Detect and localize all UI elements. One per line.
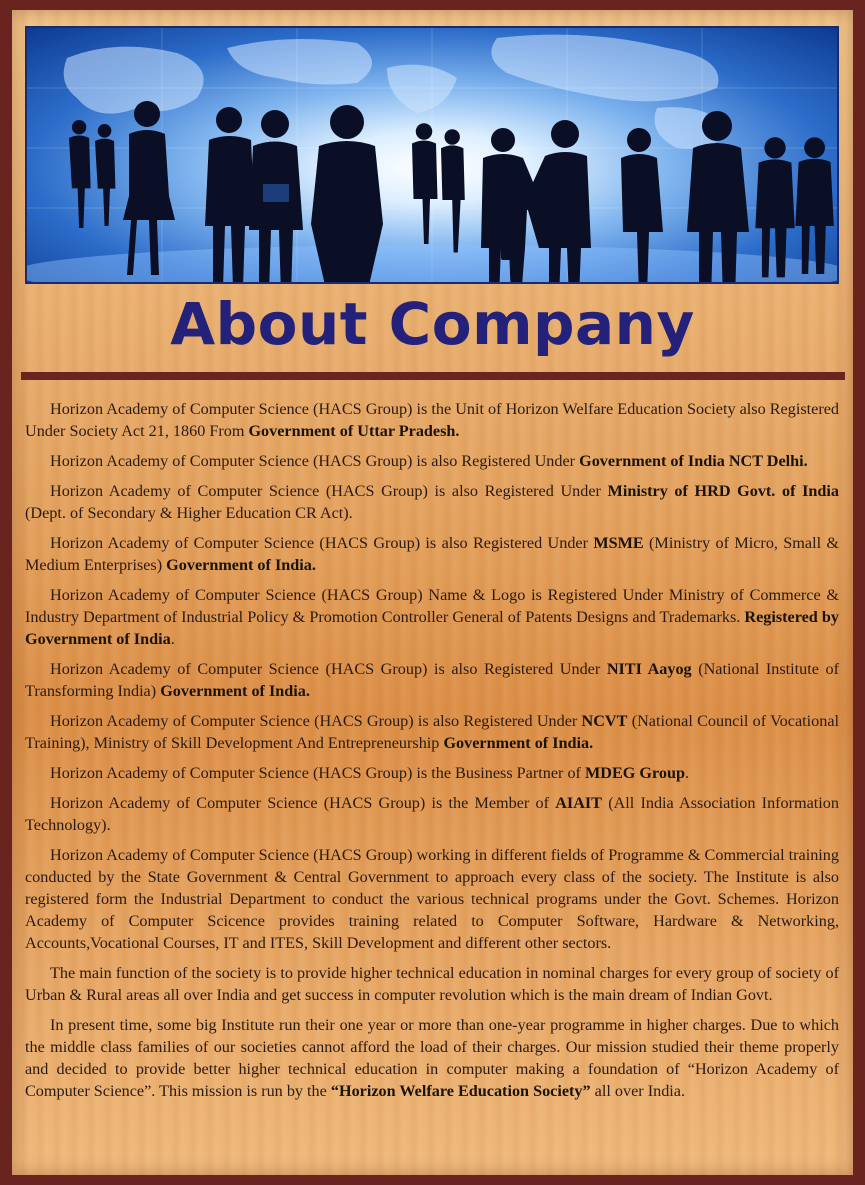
paragraph: Horizon Academy of Computer Science (HACS Group) is also Registered Under MSME (Ministry of Micro, Small & Medium Enterprises) Government of India. — [25, 534, 840, 574]
paragraph: Horizon Academy of Computer Science (HACS Group) Name & Logo is Registered Under Ministry of Commerce & Industry Department of Industrial Policy & Promotion Controller General of Patents Designs and Trademarks. Registered by Government of India. — [25, 586, 839, 648]
divider — [21, 372, 845, 380]
paragraph: Horizon Academy of Computer Science (HACS Group) working in different fields of Programme & Commercial training conducted by the State Government & Central Government to approach every class of the society. The Institute is also registered form the Industrial Department to conduct the various technical programs under the Govt. Schemes. Horizon Academy of Computer Scicence provides training related to Computer Software, Hardware & Networking, Accounts,Vocational Courses, IT and ITES, Skill Development and different other sectors. — [25, 846, 839, 952]
paragraph: The main function of the society is to provide higher technical education in nominal charges for every group of society of Urban & Rural areas all over India and get success in computer revolution which is the main dream of Indian Govt. — [25, 964, 839, 1004]
paragraph: Horizon Academy of Computer Science (HACS Group) is also Registered Under NITI Aayog (National Institute of Transforming India) Government of India. — [25, 660, 839, 700]
banner-image — [25, 26, 839, 284]
page-title: About Company — [170, 290, 695, 358]
paragraph: In present time, some big Institute run their one year or more than one-year programme in higher charges. Due to which the middle class families of our societies cannot afford the load of their charges. Our mission studied their theme properly and decided to provide better higher technical education in computer making a foundation of “Horizon Academy of Computer Science”. This mission is run by the “Horizon Welfare Education Society” all over India. — [25, 1016, 839, 1100]
wood-board — [12, 10, 853, 1175]
about-text — [25, 398, 839, 1110]
paragraph: Horizon Academy of Computer Science (HACS Group) is also Registered Under Ministry of HRD Govt. of India (Dept. of Secondary & Higher Education CR Act). — [25, 482, 839, 522]
paragraph: Horizon Academy of Computer Science (HACS Group) is the Member of AIAIT (All India Association Information Technology). — [25, 794, 839, 834]
paragraph: Horizon Academy of Computer Science (HACS Group) is also Registered Under Government of India NCT Delhi. — [50, 452, 808, 470]
business-people-silhouette-icon — [27, 28, 837, 282]
paragraph: Horizon Academy of Computer Science (HACS Group) is the Business Partner of MDEG Group. — [50, 764, 690, 782]
paragraph: Horizon Academy of Computer Science (HACS Group) is the Unit of Horizon Welfare Education Society also Registered Under Society Act 21, 1860 From Government of Uttar Pradesh. — [25, 400, 839, 440]
paragraph: Horizon Academy of Computer Science (HACS Group) is also Registered Under NCVT (National Council of Vocational Training), Ministry of Skill Development And Entrepreneurship Government of India. — [25, 712, 839, 752]
